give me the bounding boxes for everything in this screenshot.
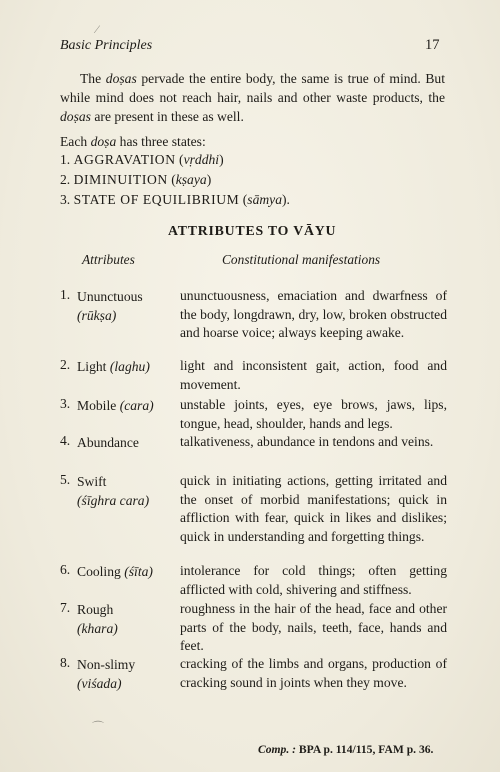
attribute-manifestation: light and inconsistent gait, action, food and movement. (180, 358, 447, 392)
running-header-title: Basic Principles (60, 38, 153, 53)
attribute-name (77, 396, 154, 415)
attribute-sanskrit-term: (laghu) (109, 359, 150, 374)
attribute-name (77, 472, 149, 510)
state-item: 2. DIMINUITION (kṣaya) (60, 172, 212, 187)
attribute-number: 8. (60, 655, 71, 670)
attribute-label: Mobile (77, 398, 117, 413)
attribute-number: 1. (60, 287, 71, 302)
attribute-sanskrit-term: (cara) (119, 398, 154, 413)
attribute-sanskrit-term: (śīghra cara) (77, 493, 150, 508)
attribute-number: 2. (60, 357, 71, 372)
attribute-manifestation: ununctuousness, emaciation and dwarfness of the body, longdrawn, dry, low, broken obstructed and hoarse voice; always keeping awake. (180, 288, 447, 341)
comparison-footnote (258, 743, 433, 756)
section-title: ATTRIBUTES TO VĀYU (168, 223, 337, 238)
attribute-label: Swift (77, 474, 107, 489)
state-item: 3. STATE OF EQUILIBRIUM (sāmya). (60, 192, 290, 207)
pencil-mark: ⁄ (96, 22, 99, 36)
state-number: 1. (60, 152, 71, 167)
state-name: DIMINUITION (73, 172, 168, 187)
attribute-manifestation: unstable joints, eyes, eye brows, jaws, lips, tongue, head, shoulder, hands and legs. (180, 397, 447, 431)
states-intro-line: Each doṣa has three states: (60, 134, 206, 149)
attribute-manifestation: cracking of the limbs and organs, production of cracking sound in joints when they move. (180, 656, 447, 690)
attribute-number: 7. (60, 600, 71, 615)
attribute-manifestation: talkativeness, abundance in tendons and veins. (180, 434, 434, 449)
attribute-number: 3. (60, 396, 71, 411)
attribute-label: Light (77, 359, 107, 374)
attribute-number: 5. (60, 472, 71, 487)
attribute-sanskrit-term: (rūkṣa) (77, 308, 117, 323)
pencil-mark: ⌒ (92, 720, 105, 734)
page-number: 17 (425, 37, 440, 53)
state-name: AGGRAVATION (73, 152, 176, 167)
intro-paragraph: The doṣas pervade the entire body, the same is true of mind. But while mind does not reach hair, nails and other waste products, the doṣas are present in these as well. (60, 71, 445, 124)
attribute-manifestation: roughness in the hair of the head, face and other parts of the body, nails, teeth, face, hands and feet. (180, 601, 447, 654)
state-item: 1. AGGRAVATION (vṛddhi) (60, 152, 224, 167)
attribute-name (77, 562, 153, 581)
state-term: vṛddhi (183, 152, 220, 167)
attribute-label: Rough (77, 602, 114, 617)
attribute-name (77, 357, 150, 376)
attribute-label: Ununctuous (77, 289, 143, 304)
attribute-name (77, 433, 139, 452)
state-term: sāmya (247, 192, 283, 207)
attribute-manifestation: intolerance for cold things; often getting afflicted with cold, shivering and stiffness. (180, 563, 447, 597)
attribute-name (77, 600, 118, 638)
attribute-sanskrit-term: (viśada) (77, 676, 122, 691)
attribute-name (77, 655, 135, 693)
state-number: 2. (60, 172, 71, 187)
column-header-manifestations: Constitutional manifestations (222, 252, 381, 267)
attribute-label: Abundance (77, 435, 139, 450)
attribute-sanskrit-term: (khara) (77, 621, 118, 636)
attribute-label: Cooling (77, 564, 121, 579)
attribute-number: 6. (60, 562, 71, 577)
attribute-sanskrit-term: (śīta) (124, 564, 153, 579)
attribute-name (77, 287, 143, 325)
column-header-attributes: Attributes (82, 252, 135, 267)
comp-references: BPA p. 114/115, FAM p. 36. (298, 743, 434, 756)
attribute-manifestation: quick in initiating actions, getting irritated and the onset of morbid manifestations; quick in affliction with fear, quick in likes and dislikes; quick in understanding and forgetting things. (180, 473, 447, 544)
state-term: kṣaya (175, 172, 207, 187)
attribute-label: Non-slimy (77, 657, 136, 672)
attribute-number: 4. (60, 433, 71, 448)
state-name: STATE OF EQUILIBRIUM (73, 192, 240, 207)
state-number: 3. (60, 192, 71, 207)
comp-label: Comp. : (258, 743, 297, 756)
